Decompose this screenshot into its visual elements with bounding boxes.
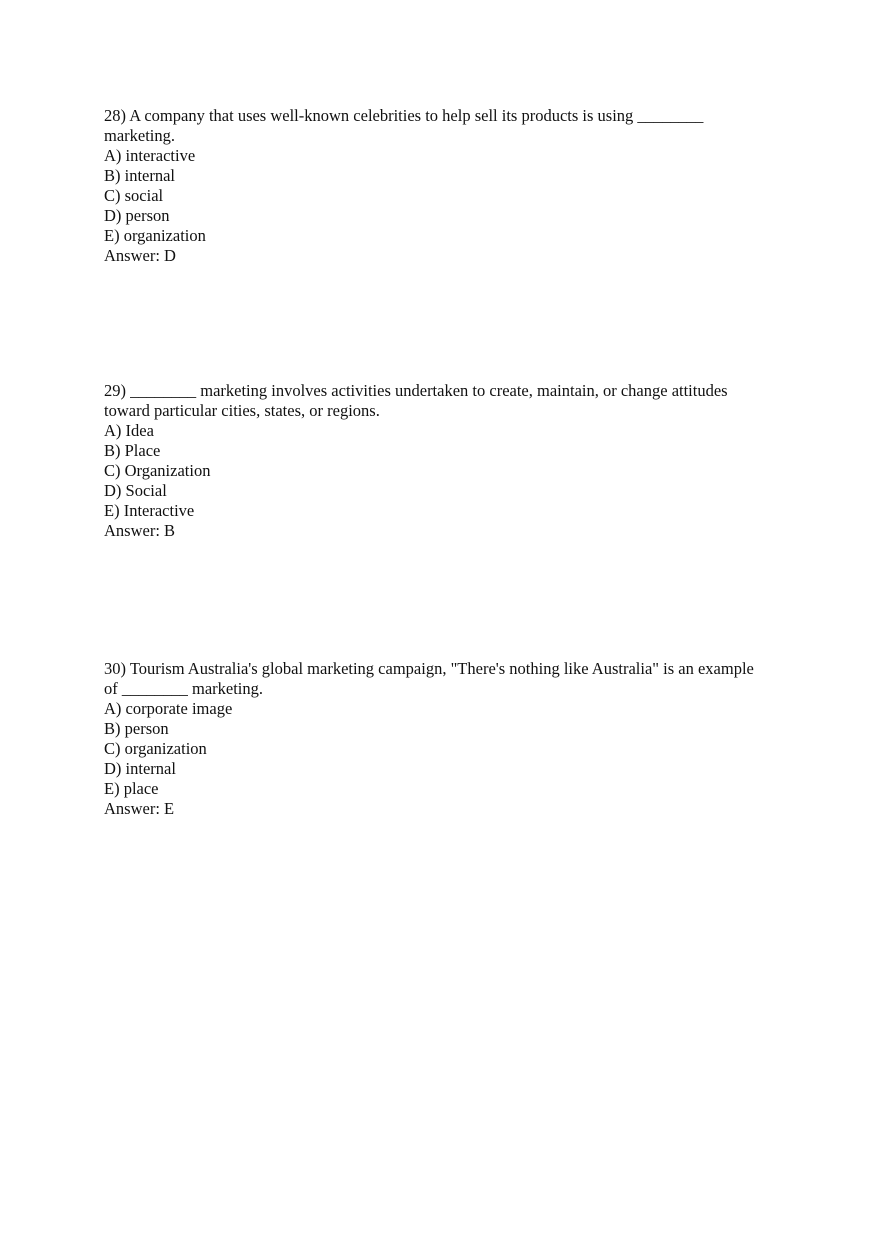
question-28 [104, 106, 764, 266]
options-list [104, 421, 764, 521]
options-list [104, 146, 764, 246]
answer-line: Answer: D [104, 246, 176, 265]
answer-line: Answer: E [104, 799, 175, 818]
option-d: D) internal [104, 759, 176, 778]
option-d: D) person [104, 206, 170, 225]
option-b: B) person [104, 719, 169, 738]
option-c: C) organization [104, 739, 207, 758]
question-stem: 29) ________ marketing involves activities undertaken to create, maintain, or change attitudes toward particular cities, states, or regions. [104, 381, 728, 420]
option-c: C) Organization [104, 461, 211, 480]
option-a: A) corporate image [104, 699, 233, 718]
question-stem: 28) A company that uses well-known celebrities to help sell its products is using ________ marketing. [104, 106, 704, 145]
option-b: B) internal [104, 166, 176, 185]
option-c: C) social [104, 186, 164, 205]
option-e: E) place [104, 779, 159, 798]
option-e: E) organization [104, 226, 206, 245]
option-e: E) Interactive [104, 501, 195, 520]
question-stem: 30) Tourism Australia's global marketing campaign, "There's nothing like Australia" is an example of ________ marketing. [104, 659, 754, 698]
option-d: D) Social [104, 481, 167, 500]
answer-line: Answer: B [104, 521, 176, 540]
option-a: A) Idea [104, 421, 154, 440]
option-b: B) Place [104, 441, 161, 460]
question-30 [104, 659, 764, 819]
option-a: A) interactive [104, 146, 196, 165]
question-29 [104, 381, 764, 541]
options-list [104, 699, 764, 799]
